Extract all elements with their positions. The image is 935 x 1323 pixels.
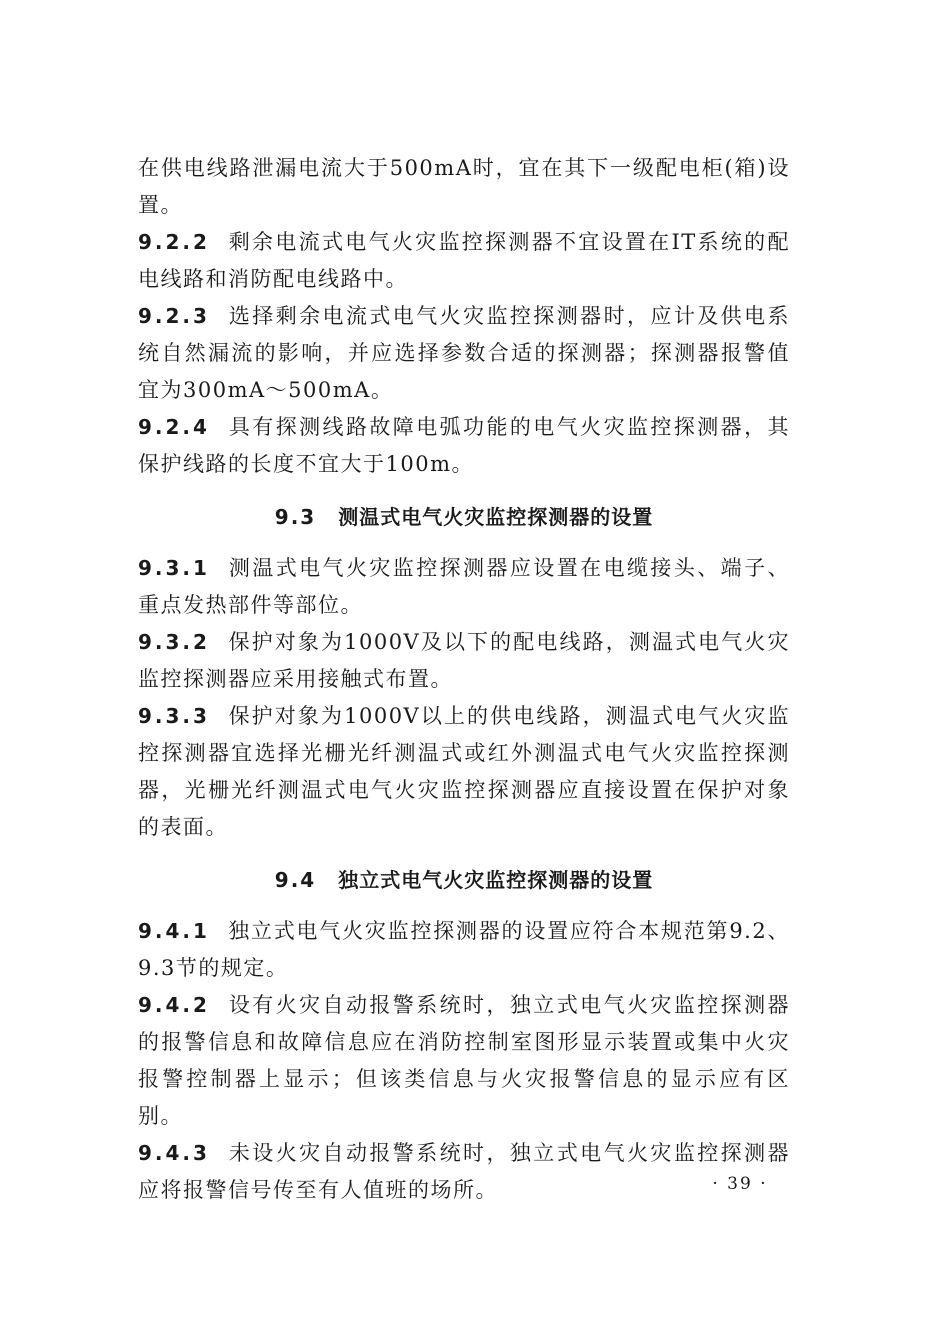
section-heading-9-4 [138,862,790,899]
section-title: 测温式电气火灾监控探测器的设置 [338,505,654,529]
clause-text: 具有探测线路故障电弧功能的电气火灾监控探测器，其保护线路的长度不宜大于100m。 [138,415,790,476]
body-text [138,150,790,1209]
section-number: 9.4 [274,868,317,892]
clause-number: 9.3.3 [138,704,210,728]
clause-number: 9.2.4 [138,415,210,439]
clause-number: 9.2.3 [138,304,210,328]
clause-9-2-3 [138,298,790,409]
section-title: 独立式电气火灾监控探测器的设置 [338,868,654,892]
clause-9-2-2 [138,224,790,298]
clause-number: 9.4.1 [138,919,210,943]
clause-9-4-2 [138,987,790,1135]
paragraph-continuation: 在供电线路泄漏电流大于500mA时，宜在其下一级配电柜(箱)设置。 [138,156,790,217]
clause-9-3-3 [138,698,790,846]
clause-number: 9.4.3 [138,1141,210,1165]
clause-9-3-2 [138,624,790,698]
clause-number: 9.4.2 [138,993,210,1017]
clause-9-2-4 [138,409,790,483]
clause-number: 9.3.1 [138,556,210,580]
clause-text: 保护对象为1000V及以下的配电线路，测温式电气火灾监控探测器应采用接触式布置。 [138,630,790,691]
clause-9-3-1 [138,550,790,624]
clause-9-4-3 [138,1135,790,1209]
clause-number: 9.2.2 [138,230,210,254]
clause-text: 未设火灾自动报警系统时，独立式电气火灾监控探测器应将报警信号传至有人值班的场所。 [138,1141,790,1202]
section-heading-9-3 [138,499,790,536]
clause-text: 选择剩余电流式电气火灾监控探测器时，应计及供电系统自然漏流的影响，并应选择参数合适的探测器；探测器报警值宜为300mA～500mA。 [138,304,790,402]
clause-number: 9.3.2 [138,630,210,654]
clause-9-4-1 [138,913,790,987]
page-number: · 39 · [712,1174,768,1194]
clause-text: 剩余电流式电气火灾监控探测器不宜设置在IT系统的配电线路和消防配电线路中。 [138,230,790,291]
clause-text: 测温式电气火灾监控探测器应设置在电缆接头、端子、重点发热部件等部位。 [138,556,790,617]
section-number: 9.3 [274,505,317,529]
clause-text: 独立式电气火灾监控探测器的设置应符合本规范第9.2、9.3节的规定。 [138,919,790,980]
clause-text: 保护对象为1000V以上的供电线路，测温式电气火灾监控探测器宜选择光栅光纤测温式或红外测温式电气火灾监控探测器，光栅光纤测温式电气火灾监控探测器应直接设置在保护对象的表面。 [138,704,790,839]
clause-text: 设有火灾自动报警系统时，独立式电气火灾监控探测器的报警信息和故障信息应在消防控制室图形显示装置或集中火灾报警控制器上显示；但该类信息与火灾报警信息的显示应有区别。 [138,993,790,1128]
